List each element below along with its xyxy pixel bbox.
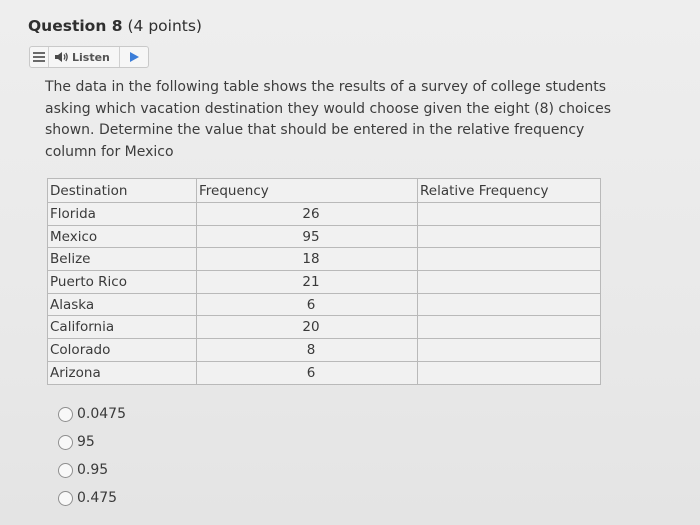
cell-relative-frequency bbox=[418, 361, 601, 384]
cell-frequency: 21 bbox=[197, 271, 418, 294]
table-row bbox=[48, 203, 601, 226]
listen-toolbar bbox=[29, 46, 149, 68]
cell-relative-frequency bbox=[418, 316, 601, 339]
answer-option-label: 95 bbox=[77, 434, 95, 450]
answer-option[interactable] bbox=[58, 456, 126, 484]
answer-option-label: 0.0475 bbox=[77, 406, 126, 422]
frequency-table bbox=[47, 178, 601, 385]
answer-options bbox=[58, 400, 126, 512]
cell-frequency: 20 bbox=[197, 316, 418, 339]
cell-destination: Mexico bbox=[48, 225, 197, 248]
cell-frequency: 95 bbox=[197, 225, 418, 248]
radio-button[interactable] bbox=[58, 407, 73, 422]
table-row bbox=[48, 316, 601, 339]
table-row bbox=[48, 339, 601, 362]
answer-option[interactable] bbox=[58, 484, 126, 512]
cell-frequency: 6 bbox=[197, 361, 418, 384]
hamburger-icon[interactable] bbox=[30, 47, 49, 67]
cell-destination: Belize bbox=[48, 248, 197, 271]
cell-frequency: 18 bbox=[197, 248, 418, 271]
table-row bbox=[48, 361, 601, 384]
answer-option[interactable] bbox=[58, 428, 126, 456]
cell-frequency: 8 bbox=[197, 339, 418, 362]
header-destination: Destination bbox=[48, 179, 197, 203]
cell-destination: California bbox=[48, 316, 197, 339]
radio-button[interactable] bbox=[58, 435, 73, 450]
radio-button[interactable] bbox=[58, 491, 73, 506]
header-relative-frequency: Relative Frequency bbox=[418, 179, 601, 203]
cell-destination: Colorado bbox=[48, 339, 197, 362]
table-row bbox=[48, 293, 601, 316]
question-points: (4 points) bbox=[127, 17, 202, 35]
table-row bbox=[48, 271, 601, 294]
cell-relative-frequency bbox=[418, 203, 601, 226]
cell-relative-frequency bbox=[418, 248, 601, 271]
cell-destination: Arizona bbox=[48, 361, 197, 384]
play-icon bbox=[130, 52, 139, 62]
answer-option-label: 0.95 bbox=[77, 462, 109, 478]
table-row bbox=[48, 225, 601, 248]
header-frequency: Frequency bbox=[197, 179, 418, 203]
answer-option[interactable] bbox=[58, 400, 126, 428]
cell-relative-frequency bbox=[418, 225, 601, 248]
cell-destination: Alaska bbox=[48, 293, 197, 316]
cell-destination: Puerto Rico bbox=[48, 271, 197, 294]
table-header-row bbox=[48, 179, 601, 203]
cell-relative-frequency bbox=[418, 293, 601, 316]
play-button[interactable] bbox=[119, 47, 148, 67]
question-prompt: The data in the following table shows the results of a survey of college students asking which vacation destination they would choose given the eight (8) choices shown. Determine the value that should be entered in the relative frequency column for Mexico bbox=[45, 79, 612, 160]
cell-frequency: 26 bbox=[197, 203, 418, 226]
table-row bbox=[48, 248, 601, 271]
question-number: Question 8 bbox=[28, 17, 123, 35]
cell-relative-frequency bbox=[418, 339, 601, 362]
listen-button[interactable] bbox=[55, 51, 110, 64]
answer-option-label: 0.475 bbox=[77, 490, 118, 506]
cell-destination: Florida bbox=[48, 203, 197, 226]
radio-button[interactable] bbox=[58, 463, 73, 478]
cell-frequency: 6 bbox=[197, 293, 418, 316]
speaker-icon bbox=[55, 51, 69, 63]
question-title bbox=[28, 17, 202, 35]
cell-relative-frequency bbox=[418, 271, 601, 294]
listen-label: Listen bbox=[72, 50, 110, 64]
